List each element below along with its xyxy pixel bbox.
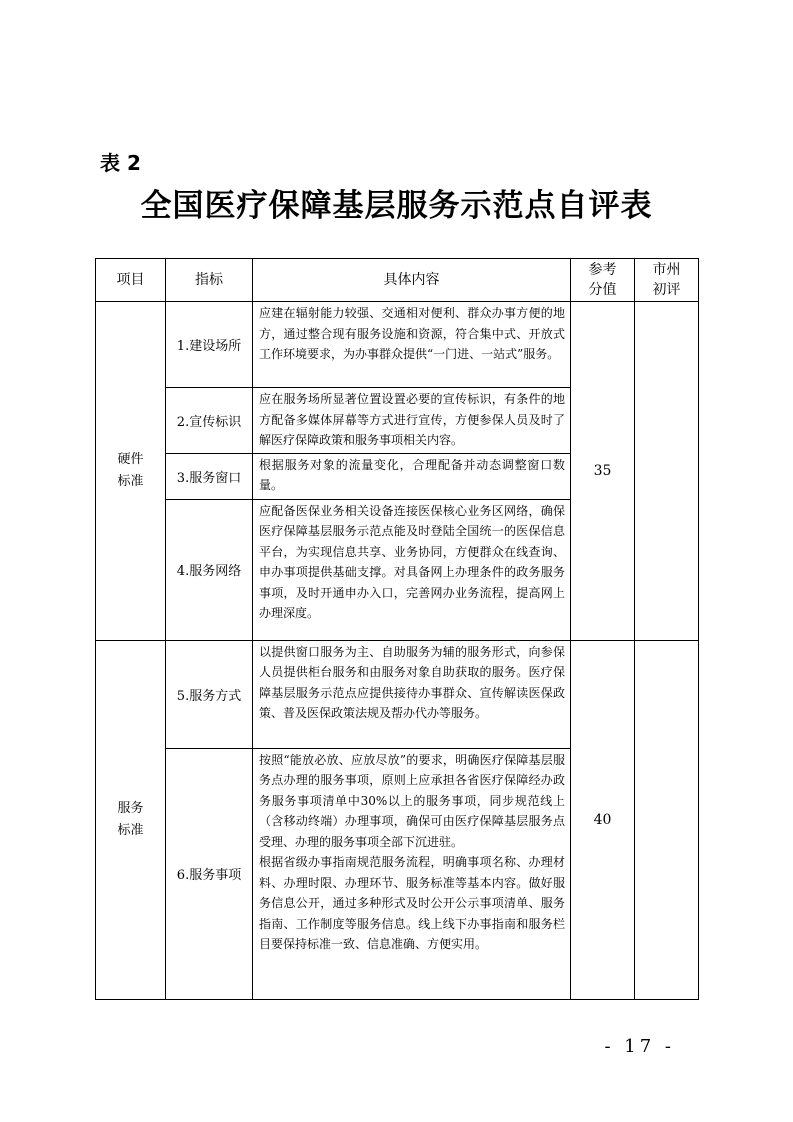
page-title: 全国医疗保障基层服务示范点自评表 <box>140 188 653 224</box>
indicator-cell: 2.宣传标识 <box>166 388 253 454</box>
table-label: 表 2 <box>100 151 141 175</box>
content-cell: 应配备医保业务相关设备连接医保核心业务区网络，确保医疗保障基层服务示范点能及时登陆全国统一的医保信息平台，为实现信息共享、业务协同，方便群众在线查询、申办事项提供基础支撑。对具备网上办理条件的政务服务事项，及时开通申办入口，完善网办业务流程，提高网上办理深度。 <box>253 499 571 640</box>
header-content: 具体内容 <box>253 259 571 302</box>
table-header-row <box>96 259 699 302</box>
indicator-cell: 4.服务网络 <box>166 499 253 640</box>
content-cell: 以提供窗口服务为主、自助服务为辅的服务形式，向参保人员提供柜台服务和由服务对象自助获取的服务。医疗保障基层服务示范点应提供接待办事群众、宣传解读医保政策、普及医保政策法规及帮办代办等服务。 <box>253 640 571 748</box>
header-city-eval: 市州初评 <box>635 259 699 302</box>
content-cell: 根据服务对象的流量变化，合理配备并动态调整窗口数量。 <box>253 453 571 499</box>
content-cell: 应建在辐射能力较强、交通相对便利、群众办事方便的地方，通过整合现有服务设施和资源，符合集中式、开放式工作环境要求，为办事群众提供“一门进、一站式”服务。 <box>253 302 571 388</box>
header-indicator: 指标 <box>166 259 253 302</box>
city-eval-service <box>635 640 699 999</box>
city-eval-hardware <box>635 302 699 641</box>
page-number: - 17 - <box>604 1036 675 1057</box>
indicator-cell: 1.建设场所 <box>166 302 253 388</box>
indicator-cell: 6.服务事项 <box>166 748 253 999</box>
content-cell <box>253 748 571 999</box>
category-service: 服务标准 <box>96 640 166 999</box>
category-hardware: 硬件标准 <box>96 302 166 641</box>
score-hardware: 35 <box>571 302 635 641</box>
content-paragraph: 按照“能放必放、应放尽放”的要求，明确医疗保障基层服务点办理的服务事项，原则上应承担各省医疗保障经办政务服务事项清单中30%以上的服务事项，同步规范线上（含移动终端）办理事项，确保可由医疗保障基层服务点受理、办理的服务事项全部下沉进驻。 <box>259 752 565 849</box>
indicator-cell: 5.服务方式 <box>166 640 253 748</box>
content-cell: 应在服务场所显著位置设置必要的宣传标识，有条件的地方配备多媒体屏幕等方式进行宣传，方便参保人员及时了解医疗保障政策和服务事项相关内容。 <box>253 388 571 454</box>
self-evaluation-table <box>95 258 699 1000</box>
score-service: 40 <box>571 640 635 999</box>
header-ref-score: 参考分值 <box>571 259 635 302</box>
table-row <box>96 640 699 748</box>
header-project: 项目 <box>96 259 166 302</box>
table-row <box>96 302 699 388</box>
indicator-cell: 3.服务窗口 <box>166 453 253 499</box>
content-paragraph: 根据省级办事指南规范服务流程，明确事项名称、办理材料、办理时限、办理环节、服务标准等基本内容。做好服务信息公开，通过多种形式及时公开公示事项清单、服务指南、工作制度等服务信息。线上线下办事指南和服务栏目要保持标准一致、信息准确、方便实用。 <box>259 855 565 951</box>
